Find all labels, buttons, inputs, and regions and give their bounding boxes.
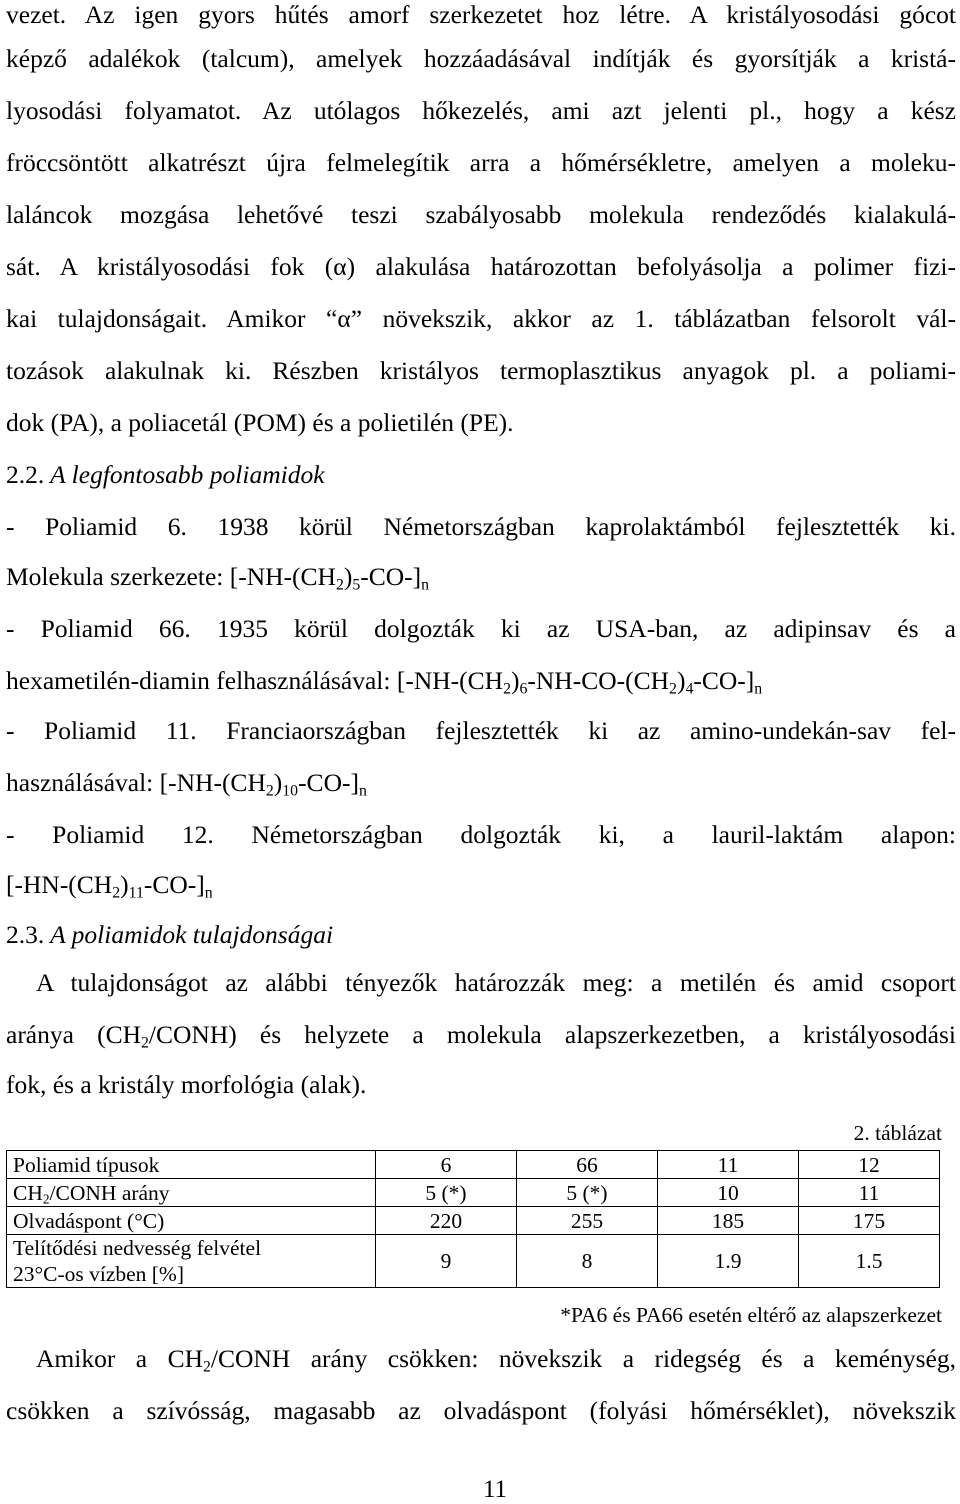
- paragraph-line: A tulajdonságot az alábbi tényezők határozzák meg: a metilén és amid csoport: [36, 968, 956, 997]
- table-row-label: $CH_2$/CONH arány: [7, 1179, 376, 1207]
- section-number: 2.2.: [6, 460, 45, 489]
- pa66-description: - Poliamid 66. 1935 körül dolgozták ki az USA-ban, az adipinsav és a: [6, 614, 956, 643]
- table-cell: 1.9: [658, 1235, 799, 1288]
- paragraph-line: sát. A kristályosodási fok (α) alakulása határozottan befolyásolja a polimer fizi-: [6, 252, 956, 281]
- paragraph-line: Amikor a $CH_2$/CONH arány csökken: növekszik a ridegség és a keménység,: [36, 1344, 956, 1376]
- paragraph-line: dok (PA), a poliacetál (POM) és a polietilén (PE).: [6, 408, 514, 437]
- paragraph-line: lyosodási folyamatot. Az utólagos hőkezelés, ami azt jelenti pl., hogy a kész: [6, 96, 956, 125]
- pa66-formula: hexametilén-diamin felhasználásával: $[-NH-(CH_2)_6-NH-CO-(CH_2)_4-CO-]_n$: [6, 666, 763, 698]
- paragraph-line: képző adalékok (talcum), amelyek hozzáadásával indítják és gyorsítják a kristá-: [6, 44, 956, 73]
- section-title: A poliamidok tulajdonságai: [50, 920, 334, 949]
- table-footnote: *PA6 és PA66 esetén eltérő az alapszerkezet: [560, 1303, 942, 1327]
- table-caption: 2. táblázat: [853, 1121, 942, 1145]
- table-row-label: Poliamid típusok: [7, 1151, 376, 1179]
- pa11-formula: használásával: $[-NH-(CH_2)_{10}-CO-]_n$: [6, 768, 367, 800]
- paragraph-line: aránya $(CH_2/CONH)$ és helyzete a molekula alapszerkezetben, a kristályosodási: [6, 1020, 956, 1052]
- paragraph-line: vezet. Az igen gyors hűtés amorf szerkezetet hoz létre. A kristályosodási gócot: [6, 0, 956, 29]
- pa12-formula: $[-HN-(CH_2)_{11}-CO-]_n$: [6, 870, 213, 902]
- table-row: [7, 1179, 940, 1207]
- table-row: [7, 1235, 940, 1288]
- page-number: 11: [482, 1476, 508, 1503]
- pa12-description: - Poliamid 12. Németországban dolgozták ki, a lauril-laktám alapon:: [6, 820, 956, 849]
- pa6-formula: Molekula szerkezete: $[-NH-(CH_2)_5-CO-]_n$: [6, 562, 430, 594]
- paragraph-line: fok, és a kristály morfológia (alak).: [6, 1070, 367, 1099]
- table-cell: 175: [799, 1207, 940, 1235]
- paragraph-line: tozások alakulnak ki. Részben kristályos termoplasztikus anyagok pl. a poliami-: [6, 356, 956, 385]
- table-cell: 10: [658, 1179, 799, 1207]
- section-number: 2.3.: [6, 920, 45, 949]
- table-cell: 5 (*): [517, 1179, 658, 1207]
- table-cell: 5 (*): [376, 1179, 517, 1207]
- paragraph-line: csökken a szívósság, magasabb az olvadáspont (folyási hőmérséklet), növekszik: [6, 1396, 956, 1425]
- paragraph-line: kai tulajdonságait. Amikor “α” növekszik, akkor az 1. táblázatban felsorolt vál-: [6, 304, 956, 333]
- pa6-description: - Poliamid 6. 1938 körül Németországban kaprolaktámból fejlesztették ki.: [6, 512, 956, 541]
- table-cell: 11: [658, 1151, 799, 1179]
- table-cell: 1.5: [799, 1235, 940, 1288]
- paragraph-line: laláncok mozgása lehetővé teszi szabályosabb molekula rendeződés kialakulá-: [6, 200, 956, 229]
- table-row-label: Telítődési nedvesség felvétel 23°C-os vízben [%]: [7, 1235, 376, 1288]
- table-row-label: Olvadáspont (°C): [7, 1207, 376, 1235]
- properties-table: [6, 1150, 940, 1288]
- table-cell: 12: [799, 1151, 940, 1179]
- table-row: [7, 1207, 940, 1235]
- table-cell: 220: [376, 1207, 517, 1235]
- table-cell: 66: [517, 1151, 658, 1179]
- table-cell: 9: [376, 1235, 517, 1288]
- section-heading: [6, 920, 956, 950]
- table-cell: 11: [799, 1179, 940, 1207]
- table-cell: 255: [517, 1207, 658, 1235]
- pa11-description: - Poliamid 11. Franciaországban fejlesztették ki az amino-undekán-sav fel-: [6, 716, 956, 745]
- table-cell: 8: [517, 1235, 658, 1288]
- table-row: [7, 1151, 940, 1179]
- section-title: A legfontosabb poliamidok: [50, 460, 325, 489]
- section-heading: [6, 460, 956, 490]
- paragraph-line: fröccsöntött alkatrészt újra felmelegítik arra a hőmérsékletre, amelyen a moleku-: [6, 148, 956, 177]
- table-cell: 185: [658, 1207, 799, 1235]
- table-cell: 6: [376, 1151, 517, 1179]
